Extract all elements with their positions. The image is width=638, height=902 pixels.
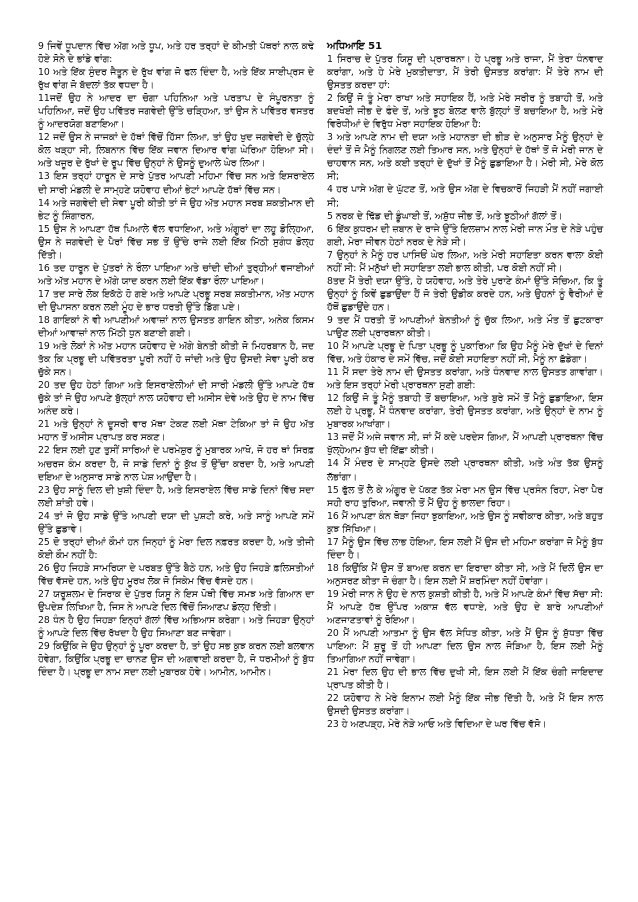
verse-paragraph: 11 ਮੈਂ ਸਦਾ ਤੇਰੇ ਨਾਮ ਦੀ ਉਸਤਤ ਕਰਾਂਗਾ, ਅਤੇ ਧੰਨਵਾਦ ਨਾਲ ਉਸਤਤ ਗਾਵਾਂਗਾ। ਅਤੇ ਇਸ ਤਰ੍ਹਾਂ ਮੇਰੀ ਪ੍ਰਾਰਥਨਾ ਸੁਣੀ ਗਈ: [327,367,603,392]
verse-paragraph: 14 ਮੈਂ ਮੰਦਰ ਦੇ ਸਾਮ੍ਹਣੇ ਉਸਦੇ ਲਈ ਪ੍ਰਾਰਥਨਾ ਕੀਤੀ, ਅਤੇ ਅੰਤ ਤੱਕ ਉਸਨੂੰ ਲੱਭਾਂਗਾ। [327,458,603,483]
verse-paragraph: 13 ਇਸ ਤਰ੍ਹਾਂ ਹਾਰੂਨ ਦੇ ਸਾਰੇ ਪੁੱਤਰ ਆਪਣੀ ਮਹਿਮਾ ਵਿੱਚ ਸਨ ਅਤੇ ਇਸਰਾਏਲ ਦੀ ਸਾਰੀ ਮੰਡਲੀ ਦੇ ਸਾਮ੍ਹਣੇ ਯਹੋਵਾਹ ਦੀਆਂ ਭੇਟਾਂ ਆਪਣੇ ਹੱਥਾਂ ਵਿੱਚ ਸਨ। [38,171,314,196]
verse-paragraph: 20 ਮੈਂ ਆਪਣੀ ਆਤਮਾ ਨੂੰ ਉਸ ਵੱਲ ਸੇਧਿਤ ਕੀਤਾ, ਅਤੇ ਮੈਂ ਉਸ ਨੂੰ ਸ਼ੁੱਧਤਾ ਵਿੱਚ ਪਾਇਆ: ਮੈਂ ਸ਼ੁਰੂ ਤੋਂ ਹੀ ਆਪਣਾ ਦਿਲ ਉਸ ਨਾਲ ਜੋੜਿਆ ਹੈ, ਇਸ ਲਈ ਮੈਨੂੰ ਤਿਆਗਿਆ ਨਹੀਂ ਜਾਵੇਗਾ। [327,628,603,666]
verse-paragraph: 21 ਅਤੇ ਉਨ੍ਹਾਂ ਨੇ ਦੂਸਰੀ ਵਾਰ ਮੱਥਾ ਟੇਕਣ ਲਈ ਮੱਥਾ ਟੇਕਿਆ ਤਾਂ ਜੋ ਉਹ ਅੱਤ ਮਹਾਨ ਤੋਂ ਅਸੀਸ ਪ੍ਰਾਪਤ ਕਰ ਸਕਣ। [38,419,314,444]
right-column [327,40,603,731]
verse-paragraph: 7 ਉਨ੍ਹਾਂ ਨੇ ਮੈਨੂੰ ਹਰ ਪਾਸਿਓਂ ਘੇਰ ਲਿਆ, ਅਤੇ ਮੇਰੀ ਸਹਾਇਤਾ ਕਰਨ ਵਾਲਾ ਕੋਈ ਨਹੀਂ ਸੀ: ਮੈਂ ਮਨੁੱਖਾਂ ਦੀ ਸਹਾਇਤਾ ਲਈ ਭਾਲ ਕੀਤੀ, ਪਰ ਕੋਈ ਨਹੀਂ ਸੀ। [327,249,603,274]
verse-paragraph: 27 ਯਰੂਸ਼ਲਮ ਦੇ ਸਿਰਾਕ ਦੇ ਪੁੱਤਰ ਯਿਸੂ ਨੇ ਇਸ ਪੋਥੀ ਵਿੱਚ ਸਮਝ ਅਤੇ ਗਿਆਨ ਦਾ ਉਪਦੇਸ਼ ਲਿਖਿਆ ਹੈ, ਜਿਸ ਨੇ ਆਪਣੇ ਦਿਲ ਵਿੱਚੋਂ ਸਿਆਣਪ ਡੋਲ੍ਹ ਦਿੱਤੀ। [38,588,314,614]
verse-paragraph: 9 ਤਦ ਮੈਂ ਧਰਤੀ ਤੋਂ ਆਪਣੀਆਂ ਬੇਨਤੀਆਂ ਨੂੰ ਚੁੱਕ ਲਿਆ, ਅਤੇ ਮੌਤ ਤੋਂ ਛੁਟਕਾਰਾ ਪਾਉਣ ਲਈ ਪ੍ਰਾਰਥਨਾ ਕੀਤੀ। [327,314,603,339]
verse-paragraph: 9 ਜਿਵੇਂ ਧੂਪਦਾਨ ਵਿੱਚ ਅੱਗ ਅਤੇ ਧੂਪ, ਅਤੇ ਹਰ ਤਰ੍ਹਾਂ ਦੇ ਕੀਮਤੀ ਪੱਥਰਾਂ ਨਾਲ ਕਢੇ ਹੋਏ ਸੋਨੇ ਦੇ ਭਾਂਡੇ ਵਾਂਗ: [38,41,314,66]
verse-paragraph: 16 ਮੈਂ ਆਪਣਾ ਕੰਨ ਥੋੜਾ ਜਿਹਾ ਝੁਕਾਇਆ, ਅਤੇ ਉਸ ਨੂੰ ਸਵੀਕਾਰ ਕੀਤਾ, ਅਤੇ ਬਹੁਤ ਕੁਝ ਸਿੱਖਿਆ। [327,510,603,535]
verse-paragraph: 10 ਮੈਂ ਆਪਣੇ ਪ੍ਰਭੂ ਦੇ ਪਿਤਾ ਪ੍ਰਭੂ ਨੂੰ ਪੁਕਾਰਿਆ ਕਿ ਉਹ ਮੈਨੂੰ ਮੇਰੇ ਦੁੱਖਾਂ ਦੇ ਦਿਨਾਂ ਵਿੱਚ, ਅਤੇ ਹੰਕਾਰ ਦੇ ਸਮੇਂ ਵਿੱਚ, ਜਦੋਂ ਕੋਈ ਸਹਾਇਤਾ ਨਹੀਂ ਸੀ, ਮੈਨੂੰ ਨਾ ਛੱਡੇਗਾ। [327,341,603,366]
verse-paragraph: 11ਜਦੋਂ ਉਹ ਨੇ ਆਦਰ ਦਾ ਚੋਗਾ ਪਹਿਨਿਆ ਅਤੇ ਪਰਤਾਪ ਦੇ ਸੰਪੂਰਨਤਾ ਨੂੰ ਪਹਿਨਿਆ, ਜਦੋਂ ਉਹ ਪਵਿੱਤਰ ਜਗਵੇਦੀ ਉੱਤੇ ਚੜ੍ਹਿਆ, ਤਾਂ ਉਸ ਨੇ ਪਵਿੱਤਰ ਵਸਤਰ ਨੂੰ ਆਦਰਯੋਗ ਬਣਾਇਆ। [38,93,314,131]
verse-paragraph: 5 ਨਰਕ ਦੇ ਢਿੱਡ ਦੀ ਡੂੰਘਾਈ ਤੋਂ, ਅਸ਼ੁੱਧ ਜੀਭ ਤੋਂ, ਅਤੇ ਝੂਠੀਆਂ ਗੱਲਾਂ ਤੋਂ। [327,210,563,222]
verse-paragraph: 20 ਤਦ ਉਹ ਹੇਠਾਂ ਗਿਆ ਅਤੇ ਇਸਰਾਏਲੀਆਂ ਦੀ ਸਾਰੀ ਮੰਡਲੀ ਉੱਤੇ ਆਪਣੇ ਹੱਥ ਚੁੱਕੇ ਤਾਂ ਜੋ ਉਹ ਆਪਣੇ ਬੁੱਲ੍ਹਾਂ ਨਾਲ ਯਹੋਵਾਹ ਦੀ ਅਸੀਸ ਦੇਵੇ ਅਤੇ ਉਹ ਦੇ ਨਾਮ ਵਿੱਚ ਅਨੰਦ ਕਰੇ। [38,380,314,418]
verse-paragraph: 16 ਤਦ ਹਾਰੂਨ ਦੇ ਪੁੱਤਰਾਂ ਨੇ ਰੌਲਾ ਪਾਇਆ ਅਤੇ ਚਾਂਦੀ ਦੀਆਂ ਤੁਰ੍ਹੀਆਂ ਵਜਾਈਆਂ ਅਤੇ ਅੱਤ ਮਹਾਨ ਦੇ ਅੱਗੇ ਯਾਦ ਕਰਨ ਲਈ ਇੱਕ ਵੱਡਾ ਰੌਲਾ ਪਾਇਆ। [38,262,314,287]
verse-paragraph: 6 ਇੱਕ ਕੁਧਰਮ ਦੀ ਜ਼ਬਾਨ ਦੇ ਰਾਜੇ ਉੱਤੇ ਇਲਜ਼ਾਮ ਨਾਲ ਮੇਰੀ ਜਾਨ ਮੌਤ ਦੇ ਨੇੜੇ ਪਹੁੰਚ ਗਈ, ਮੇਰਾ ਜੀਵਨ ਹੇਠਾਂ ਨਰਕ ਦੇ ਨੇੜੇ ਸੀ। [327,223,603,248]
verse-paragraph: 25 ਦੋ ਤਰ੍ਹਾਂ ਦੀਆਂ ਕੌਮਾਂ ਹਨ ਜਿਨ੍ਹਾਂ ਨੂੰ ਮੇਰਾ ਦਿਲ ਨਫ਼ਰਤ ਕਰਦਾ ਹੈ, ਅਤੇ ਤੀਜੀ ਕੋਈ ਕੌਮ ਨਹੀਂ ਹੈ: [38,536,314,561]
verse-paragraph: 18 ਗਾਇਕਾਂ ਨੇ ਵੀ ਆਪਣੀਆਂ ਅਵਾਜ਼ਾਂ ਨਾਲ ਉਸਤਤ ਗਾਇਨ ਕੀਤਾ, ਅਨੇਕ ਕਿਸਮ ਦੀਆਂ ਆਵਾਜ਼ਾਂ ਨਾਲ ਮਿੱਠੀ ਧੁਨ ਬਣਾਈ ਗਈ। [38,314,314,340]
chapter-heading: ਅਧਿਆਇ 51 [327,41,383,52]
verse-paragraph: 28 ਧੰਨ ਹੈ ਉਹ ਜਿਹੜਾ ਇਨ੍ਹਾਂ ਗੱਲਾਂ ਵਿੱਚ ਅਭਿਆਸ ਕਰੇਗਾ। ਅਤੇ ਜਿਹੜਾ ਉਨ੍ਹਾਂ ਨੂੰ ਆਪਣੇ ਦਿਲ ਵਿੱਚ ਰੱਖਦਾ ਹੈ ਉਹ ਸਿਆਣਾ ਬਣ ਜਾਵੇਗਾ। [38,615,314,640]
left-column [38,40,314,679]
verse-paragraph: 24 ਤਾਂ ਜੋ ਉਹ ਸਾਡੇ ਉੱਤੇ ਆਪਣੀ ਦਯਾ ਦੀ ਪੁਸ਼ਟੀ ਕਰੇ, ਅਤੇ ਸਾਨੂੰ ਆਪਣੇ ਸਮੇਂ ਉੱਤੇ ਛੁਡਾਵੇ। [38,510,314,535]
verse-paragraph: 4 ਹਰ ਪਾਸੇ ਅੱਗ ਦੇ ਘੁੱਟਣ ਤੋਂ, ਅਤੇ ਉਸ ਅੱਗ ਦੇ ਵਿਚਕਾਰੋਂ ਜਿਹੜੀ ਮੈਂ ਨਹੀਂ ਜਗਾਈ ਸੀ; [327,184,603,209]
verse-paragraph: 15 ਉਸ ਨੇ ਆਪਣਾ ਹੱਥ ਪਿਆਲੇ ਵੱਲ ਵਧਾਇਆ, ਅਤੇ ਅੰਗੂਰਾਂ ਦਾ ਲਹੂ ਡੋਲ੍ਹਿਆ, ਉਸ ਨੇ ਜਗਵੇਦੀ ਦੇ ਪੈਰਾਂ ਵਿੱਚ ਸਭ ਤੋਂ ਉੱਚੇ ਰਾਜੇ ਲਈ ਇੱਕ ਮਿੱਠੀ ਸੁਗੰਧ ਡੋਲ੍ਹ ਦਿੱਤੀ। [38,223,314,261]
verse-paragraph: 10 ਅਤੇ ਇੱਕ ਸੁੰਦਰ ਜੈਤੂਨ ਦੇ ਰੁੱਖ ਵਾਂਗ ਜੋ ਫਲ ਦਿੰਦਾ ਹੈ, ਅਤੇ ਇੱਕ ਸਾਈਪ੍ਰਸ ਦੇ ਰੁੱਖ ਵਾਂਗ ਜੋ ਬੱਦਲਾਂ ਤੱਕ ਵਧਦਾ ਹੈ। [38,67,314,92]
verse-paragraph: 12 ਕਿਉਂ ਜੋ ਤੂੰ ਮੈਨੂੰ ਤਬਾਹੀ ਤੋਂ ਬਚਾਇਆ, ਅਤੇ ਬੁਰੇ ਸਮੇਂ ਤੋਂ ਮੈਨੂੰ ਛੁਡਾਇਆ, ਇਸ ਲਈ ਹੇ ਪ੍ਰਭੂ, ਮੈਂ ਧੰਨਵਾਦ ਕਰਾਂਗਾ, ਤੇਰੀ ਉਸਤਤ ਕਰਾਂਗਾ, ਅਤੇ ਉਨ੍ਹਾਂ ਦੇ ਨਾਮ ਨੂੰ ਮੁਬਾਰਕ ਆਖਾਂਗਾ। [327,393,603,431]
verse-paragraph: 29 ਕਿਉਂਕਿ ਜੇ ਉਹ ਉਨ੍ਹਾਂ ਨੂੰ ਪੂਰਾ ਕਰਦਾ ਹੈ, ਤਾਂ ਉਹ ਸਭ ਕੁਝ ਕਰਨ ਲਈ ਬਲਵਾਨ ਹੋਵੇਗਾ, ਕਿਉਂਕਿ ਪ੍ਰਭੂ ਦਾ ਚਾਨਣ ਉਸ ਦੀ ਅਗਵਾਈ ਕਰਦਾ ਹੈ, ਜੋ ਧਰਮੀਆਂ ਨੂੰ ਬੁੱਧ ਦਿੰਦਾ ਹੈ। ਪ੍ਰਭੂ ਦਾ ਨਾਮ ਸਦਾ ਲਈ ਮੁਬਾਰਕ ਹੋਵੇ। ਆਮੀਨ, ਆਮੀਨ। [38,641,314,679]
verse-paragraph: 23 ਹੇ ਅਣਪੜ੍ਹ, ਮੇਰੇ ਨੇੜੇ ਆਓ ਅਤੇ ਵਿਦਿਆ ਦੇ ਘਰ ਵਿੱਚ ਵੱਸੋ। [327,719,547,731]
verse-paragraph: 13 ਜਦੋਂ ਮੈਂ ਅਜੇ ਜਵਾਨ ਸੀ, ਜਾਂ ਮੈਂ ਕਦੇ ਪਰਦੇਸ ਗਿਆ, ਮੈਂ ਆਪਣੀ ਪ੍ਰਾਰਥਨਾ ਵਿੱਚ ਖੁੱਲ੍ਹੇਆਮ ਬੁੱਧ ਦੀ ਇੱਛਾ ਕੀਤੀ। [327,432,603,457]
verse-paragraph: 21 ਮੇਰਾ ਦਿਲ ਉਹ ਦੀ ਭਾਲ ਵਿੱਚ ਦੁਖੀ ਸੀ, ਇਸ ਲਈ ਮੈਂ ਇੱਕ ਚੰਗੀ ਜਾਇਦਾਦ ਪ੍ਰਾਪਤ ਕੀਤੀ ਹੈ। [327,667,603,692]
verse-paragraph: 15 ਫੁੱਲ ਤੋਂ ਲੈ ਕੇ ਅੰਗੂਰ ਦੇ ਪੱਕਣ ਤੱਕ ਮੇਰਾ ਮਨ ਉਸ ਵਿੱਚ ਪ੍ਰਸੰਨ ਰਿਹਾ, ਮੇਰਾ ਪੈਰ ਸਹੀ ਰਾਹ ਤੁਰਿਆ, ਜਵਾਨੀ ਤੋਂ ਮੈਂ ਉਹ ਨੂੰ ਭਾਲਦਾ ਰਿਹਾ। [327,484,603,509]
verse-paragraph: 14 ਅਤੇ ਜਗਵੇਦੀ ਦੀ ਸੇਵਾ ਪੂਰੀ ਕੀਤੀ ਤਾਂ ਜੋ ਉਹ ਅੱਤ ਮਹਾਨ ਸਰਬ ਸ਼ਕਤੀਮਾਨ ਦੀ ਭੇਟ ਨੂੰ ਸ਼ਿੰਗਾਰਨ, [38,197,314,222]
verse-paragraph: 8ਤਦ ਮੈਂ ਤੇਰੀ ਦਯਾ ਉੱਤੇ, ਹੇ ਯਹੋਵਾਹ, ਅਤੇ ਤੇਰੇ ਪੁਰਾਣੇ ਕੰਮਾਂ ਉੱਤੇ ਸੋਚਿਆ, ਕਿ ਤੂੰ ਉਨ੍ਹਾਂ ਨੂੰ ਕਿਵੇਂ ਛੁਡਾਉਂਦਾ ਹੈਂ ਜੋ ਤੇਰੀ ਉਡੀਕ ਕਰਦੇ ਹਨ, ਅਤੇ ਉਹਨਾਂ ਨੂੰ ਵੈਰੀਆਂ ਦੇ ਹੱਥੋਂ ਛੁਡਾਉਂਦੇ ਹਨ। [327,275,603,313]
verse-paragraph: 18 ਕਿਉਂਕਿ ਮੈਂ ਉਸ ਤੋਂ ਬਾਅਦ ਕਰਨ ਦਾ ਇਰਾਦਾ ਕੀਤਾ ਸੀ, ਅਤੇ ਮੈਂ ਦਿਲੋਂ ਉਸ ਦਾ ਅਨੁਸਰਣ ਕੀਤਾ ਜੋ ਚੰਗਾ ਹੈ। ਇਸ ਲਈ ਮੈਂ ਸ਼ਰਮਿੰਦਾ ਨਹੀਂ ਹੋਵਾਂਗਾ। [327,562,603,587]
verse-paragraph: 2 ਕਿਉਂ ਜੋ ਤੂੰ ਮੇਰਾ ਰਾਖਾ ਅਤੇ ਸਹਾਇਕ ਹੈਂ, ਅਤੇ ਮੇਰੇ ਸਰੀਰ ਨੂੰ ਤਬਾਹੀ ਤੋਂ, ਅਤੇ ਬਦਖੋਈ ਜੀਭ ਦੇ ਫੰਦੇ ਤੋਂ, ਅਤੇ ਝੂਠ ਬੋਲਣ ਵਾਲੇ ਬੁੱਲ੍ਹਾਂ ਤੋਂ ਬਚਾਇਆ ਹੈ, ਅਤੇ ਮੇਰੇ ਵਿਰੋਧੀਆਂ ਦੇ ਵਿਰੁੱਧ ਮੇਰਾ ਸਹਾਇਕ ਹੋਇਆ ਹੈ: [327,93,603,131]
verse-paragraph: 12 ਜਦੋਂ ਉਸ ਨੇ ਜਾਜਕਾਂ ਦੇ ਹੱਥਾਂ ਵਿੱਚੋਂ ਹਿੱਸਾ ਲਿਆ, ਤਾਂ ਉਹ ਖੁਦ ਜਗਵੇਦੀ ਦੇ ਚੁੱਲ੍ਹੇ ਕੋਲ ਖੜ੍ਹਾ ਸੀ, ਲਿਬਨਾਨ ਵਿੱਚ ਇੱਕ ਜਵਾਨ ਦਿਆਰ ਵਾਂਗ ਘੇਰਿਆ ਹੋਇਆ ਸੀ। ਅਤੇ ਖਜੂਰ ਦੇ ਰੁੱਖਾਂ ਦੇ ਰੂਪ ਵਿੱਚ ਉਨ੍ਹਾਂ ਨੇ ਉਸਨੂੰ ਦੁਆਲੇ ਘੇਰ ਲਿਆ। [38,132,314,170]
verse-paragraph: 17 ਮੈਨੂੰ ਉਸ ਵਿੱਚ ਲਾਭ ਹੋਇਆ, ਇਸ ਲਈ ਮੈਂ ਉਸ ਦੀ ਮਹਿਮਾ ਕਰਾਂਗਾ ਜੋ ਮੈਨੂੰ ਬੁੱਧ ਦਿੰਦਾ ਹੈ। [327,536,603,561]
verse-paragraph: 17 ਤਦ ਸਾਰੇ ਲੋਕ ਇਕੱਠੇ ਹੋ ਗਏ ਅਤੇ ਆਪਣੇ ਪ੍ਰਭੂ ਸਰਬ ਸ਼ਕਤੀਮਾਨ, ਅੱਤ ਮਹਾਨ ਦੀ ਉਪਾਸਨਾ ਕਰਨ ਲਈ ਮੂੰਹ ਦੇ ਭਾਰ ਧਰਤੀ ਉੱਤੇ ਡਿੱਗ ਪਏ। [38,288,314,313]
verse-paragraph: 19 ਅਤੇ ਲੋਕਾਂ ਨੇ ਅੱਤ ਮਹਾਨ ਯਹੋਵਾਹ ਦੇ ਅੱਗੇ ਬੇਨਤੀ ਕੀਤੀ ਜੋ ਮਿਹਰਬਾਨ ਹੈ, ਜਦ ਤੱਕ ਕਿ ਪ੍ਰਭੂ ਦੀ ਪਵਿੱਤਰਤਾ ਪੂਰੀ ਨਹੀਂ ਹੋ ਜਾਂਦੀ ਅਤੇ ਉਹ ਉਸਦੀ ਸੇਵਾ ਪੂਰੀ ਕਰ ਚੁੱਕੇ ਸਨ। [38,341,314,379]
verse-paragraph: 3 ਅਤੇ ਆਪਣੇ ਨਾਮ ਦੀ ਦਯਾ ਅਤੇ ਮਹਾਨਤਾ ਦੀ ਭੀੜ ਦੇ ਅਨੁਸਾਰ ਮੈਨੂੰ ਉਨ੍ਹਾਂ ਦੇ ਦੰਦਾਂ ਤੋਂ ਜੋ ਮੈਨੂੰ ਨਿਗਲਣ ਲਈ ਤਿਆਰ ਸਨ, ਅਤੇ ਉਨ੍ਹਾਂ ਦੇ ਹੱਥਾਂ ਤੋਂ ਜੋ ਮੇਰੀ ਜਾਨ ਦੇ ਚਾਹਵਾਨ ਸਨ, ਅਤੇ ਕਈ ਤਰ੍ਹਾਂ ਦੇ ਦੁੱਖਾਂ ਤੋਂ ਮੈਨੂੰ ਛੁਡਾਇਆ ਹੈ। ਮੇਰੀ ਸੀ, ਮੇਰੇ ਕੋਲ ਸੀ; [327,132,603,183]
verse-paragraph: 23 ਉਹ ਸਾਨੂੰ ਦਿਲ ਦੀ ਖ਼ੁਸ਼ੀ ਦਿੰਦਾ ਹੈ, ਅਤੇ ਇਸਰਾਏਲ ਵਿੱਚ ਸਾਡੇ ਦਿਨਾਂ ਵਿੱਚ ਸਦਾ ਲਈ ਸ਼ਾਂਤੀ ਹਵੇ। [38,484,314,509]
verse-paragraph: 19 ਮੇਰੀ ਜਾਨ ਨੇ ਉਹ ਦੇ ਨਾਲ ਕੁਸ਼ਤੀ ਕੀਤੀ ਹੈ, ਅਤੇ ਮੈਂ ਆਪਣੇ ਕੰਮਾਂ ਵਿੱਚ ਸੱਚਾ ਸੀ: ਮੈਂ ਆਪਣੇ ਹੱਥ ਉੱਪਰ ਅਕਾਸ਼ ਵੱਲ ਵਧਾਏ, ਅਤੇ ਉਹ ਦੇ ਬਾਰੇ ਆਪਣੀਆਂ ਅਣਜਾਣਤਾਵਾਂ ਨੂੰ ਰੋਇਆ। [327,588,603,627]
verse-paragraph: 1 ਸਿਰਾਚ ਦੇ ਪੁੱਤਰ ਯਿਸੂ ਦੀ ਪ੍ਰਾਰਥਨਾ। ਹੇ ਪ੍ਰਭੂ ਅਤੇ ਰਾਜਾ, ਮੈਂ ਤੇਰਾ ਧੰਨਵਾਦ ਕਰਾਂਗਾ, ਅਤੇ ਹੇ ਮੇਰੇ ਮੁਕਤੀਦਾਤਾ, ਮੈਂ ਤੇਰੀ ਉਸਤਤ ਕਰਾਂਗਾ: ਮੈਂ ਤੇਰੇ ਨਾਮ ਦੀ ਉਸਤਤ ਕਰਦਾ ਹਾਂ: [327,54,603,92]
verse-paragraph: 26 ਉਹ ਜਿਹੜੇ ਸਾਮਰਿਯਾ ਦੇ ਪਰਬਤ ਉੱਤੇ ਬੈਠੇ ਹਨ, ਅਤੇ ਉਹ ਜਿਹੜੇ ਫ਼ਲਿਸਤੀਆਂ ਵਿੱਚ ਵੱਸਦੇ ਹਨ, ਅਤੇ ਉਹ ਮੂਰਖ ਲੋਕ ਜੋ ਸਿਕੇਮ ਵਿੱਚ ਵੱਸਦੇ ਹਨ। [38,562,314,587]
verse-paragraph: 22 ਯਹੋਵਾਹ ਨੇ ਮੇਰੇ ਇਨਾਮ ਲਈ ਮੈਨੂੰ ਇੱਕ ਜੀਭ ਦਿੱਤੀ ਹੈ, ਅਤੇ ਮੈਂ ਇਸ ਨਾਲ ਉਸਦੀ ਉਸਤਤ ਕਰਾਂਗਾ। [327,693,603,718]
verse-paragraph: 22 ਇਸ ਲਈ ਹੁਣ ਤੁਸੀਂ ਸਾਰਿਆਂ ਦੇ ਪਰਮੇਸ਼ੁਰ ਨੂੰ ਮੁਬਾਰਕ ਆਖੋ, ਜੋ ਹਰ ਥਾਂ ਸਿਰਫ਼ ਅਚਰਜ ਕੰਮ ਕਰਦਾ ਹੈ, ਜੋ ਸਾਡੇ ਦਿਨਾਂ ਨੂੰ ਕੁੱਖ ਤੋਂ ਉੱਚਾ ਕਰਦਾ ਹੈ, ਅਤੇ ਆਪਣੀ ਦਇਆ ਦੇ ਅਨੁਸਾਰ ਸਾਡੇ ਨਾਲ ਪੇਸ਼ ਆਉਂਦਾ ਹੈ। [38,445,314,483]
